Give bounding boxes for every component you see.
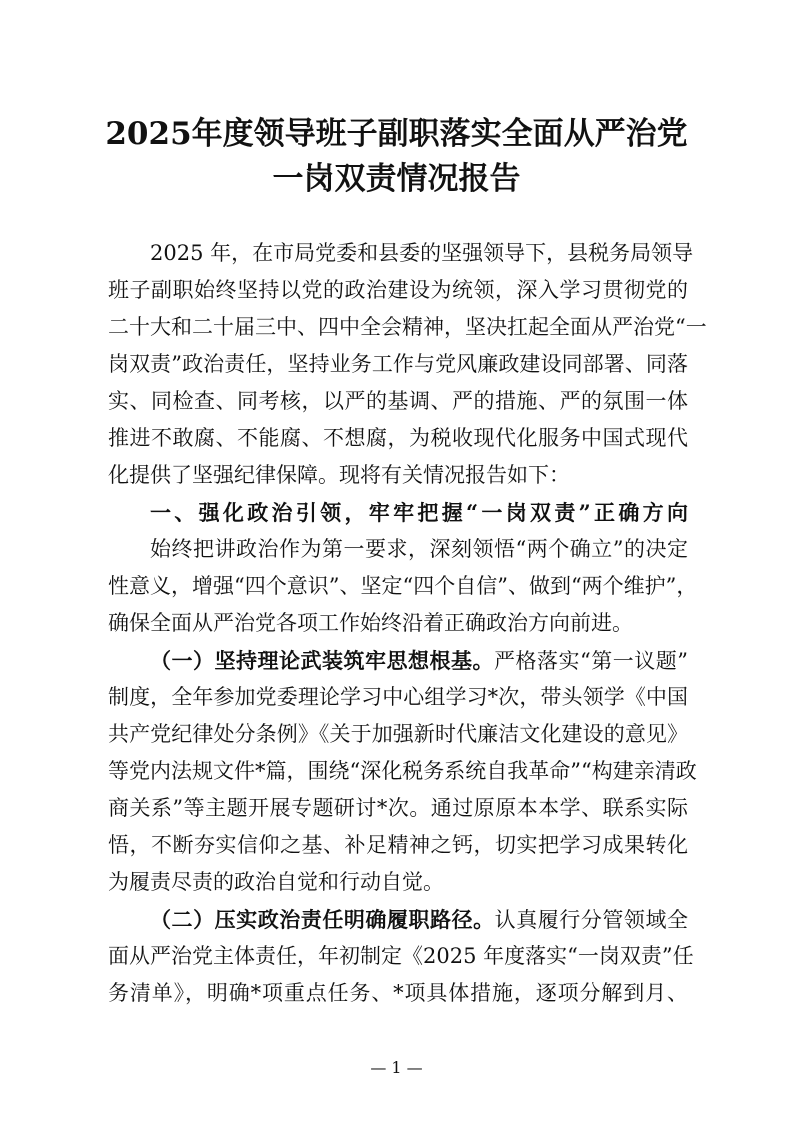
- body-text-line: [108, 901, 688, 938]
- line-text: 为履责尽责的政治自觉和行动自觉。: [108, 870, 444, 894]
- body-text-line: [108, 975, 688, 1012]
- line-text: 班子副职始终坚持以党的政治建设为统领，深入学习贯彻党的: [108, 278, 688, 302]
- line-text: 商关系”等主题开展专题研讨*次。通过原原本本学、联系实际: [108, 796, 688, 820]
- line-text: 推进不敢腐、不能腐、不想腐，为税收现代化服务中国式现代: [108, 426, 688, 450]
- line-text: 等党内法规文件*篇，围绕“深化税务系统自我革命”“构建亲清政: [108, 759, 697, 783]
- line-text: 制度，全年参加党委理论学习中心组学习*次，带头领学《中国: [108, 685, 688, 709]
- body-text-line: [108, 531, 688, 568]
- body-text-line: [108, 235, 694, 272]
- line-text: 二十大和二十届三中、四中全会精神，坚决扛起全面从严治党“一: [108, 315, 707, 339]
- body-text-line: [108, 605, 688, 642]
- body-text-line: [108, 383, 688, 420]
- line-text: 始终把讲政治作为第一要求，深刻领悟“两个确立”的决定: [150, 537, 688, 561]
- body-text-line: [108, 420, 688, 457]
- body-text-line: [108, 346, 688, 383]
- section-heading: [108, 494, 688, 531]
- line-text: 实、同检查、同考核，以严的基调、严的措施、严的氛围一体: [108, 389, 688, 413]
- line-text: 认真履行分管领域全: [494, 908, 689, 932]
- line-text: 严格落实“第一议题”: [494, 649, 688, 673]
- line-text: 2025 年，在市局党委和县委的坚强领导下，县税务局领导: [150, 241, 694, 265]
- title-line-2: 一岗双责情况报告: [272, 161, 521, 197]
- body-text-line: [108, 864, 688, 901]
- line-text: 确保全面从严治党各项工作始终沿着正确政治方向前进。: [108, 611, 633, 635]
- page-number: — 1 —: [370, 1058, 423, 1077]
- title-line-1: 2025年度领导班子副职落实全面从严治党: [105, 116, 688, 152]
- body-text-line: [108, 679, 688, 716]
- line-text: 一、强化政治引领，牢牢把握“一岗双责”正确方向: [150, 500, 688, 525]
- line-text: 共产党纪律处分条例》《关于加强新时代廉洁文化建设的意见》: [108, 722, 688, 746]
- body-text-line: [108, 827, 688, 864]
- document-title: [0, 112, 793, 202]
- body-text-line: [108, 568, 698, 605]
- body-text-line: [108, 753, 697, 790]
- body-text-line: [108, 457, 688, 494]
- line-text: 岗双责”政治责任，坚持业务工作与党风廉政建设同部署、同落: [108, 352, 688, 376]
- line-text: 悟，不断夯实信仰之基、补足精神之钙，切实把学习成果转化: [108, 833, 688, 857]
- body-text-line: [108, 272, 688, 309]
- line-text: 务清单》，明确*项重点任务、*项具体措施，逐项分解到月、: [108, 981, 688, 1005]
- body-text-line: [108, 309, 707, 346]
- subheading-text: （一）坚持理论武装筑牢思想根基。: [150, 648, 495, 673]
- subheading-text: （二）压实政治责任明确履职路径。: [150, 907, 495, 932]
- body-text-line: [108, 716, 688, 753]
- line-text: 面从严治党主体责任，年初制定《2025 年度落实“一岗双责”任: [108, 944, 694, 968]
- body-text-line: [108, 938, 694, 975]
- line-text: 化提供了坚强纪律保障。现将有关情况报告如下：: [108, 463, 570, 487]
- line-text: 性意义，增强“四个意识”、坚定“四个自信”、做到“两个维护”，: [108, 574, 698, 598]
- body-text-line: [108, 642, 688, 679]
- body-text-line: [108, 790, 688, 827]
- document-body: [108, 235, 707, 1012]
